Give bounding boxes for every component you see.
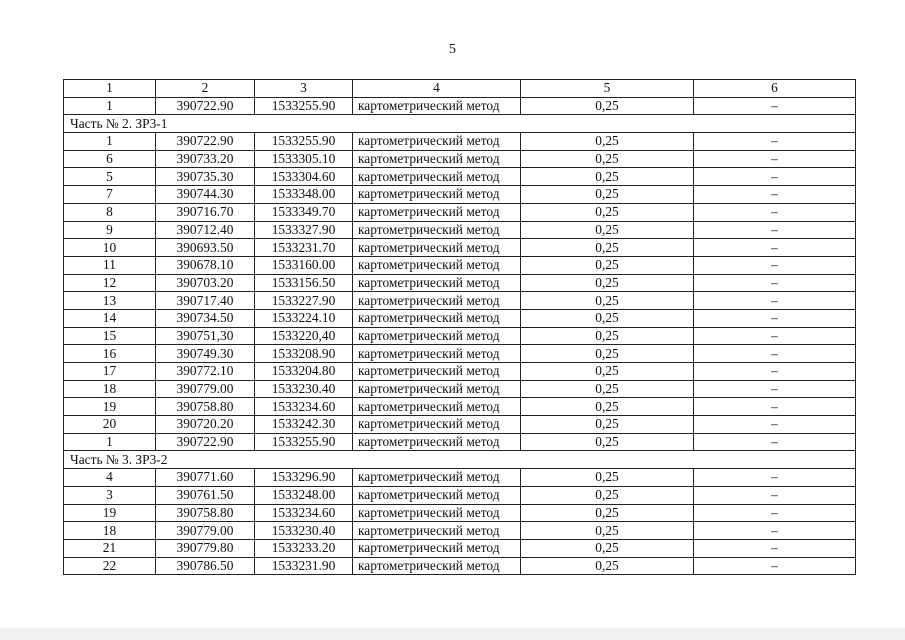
table-row: [64, 309, 856, 327]
note-cell: –: [694, 416, 856, 434]
method-cell: картометрический метод: [353, 345, 521, 363]
method-cell: картометрический метод: [353, 380, 521, 398]
table-row: [64, 469, 856, 487]
note-cell: –: [694, 557, 856, 575]
y-coordinate-cell: 1533327.90: [255, 221, 353, 239]
point-number-cell: 21: [64, 539, 156, 557]
method-cell: картометрический метод: [353, 433, 521, 451]
table-row: [64, 203, 856, 221]
table-body: [64, 80, 856, 575]
column-header: 4: [353, 80, 521, 98]
table-row: [64, 168, 856, 186]
method-cell: картометрический метод: [353, 469, 521, 487]
accuracy-cell: 0,25: [521, 133, 694, 151]
method-cell: картометрический метод: [353, 274, 521, 292]
point-number-cell: 17: [64, 363, 156, 381]
accuracy-cell: 0,25: [521, 150, 694, 168]
y-coordinate-cell: 1533248.00: [255, 486, 353, 504]
point-number-cell: 13: [64, 292, 156, 310]
y-coordinate-cell: 1533156.50: [255, 274, 353, 292]
x-coordinate-cell: 390720.20: [156, 416, 255, 434]
method-cell: картометрический метод: [353, 186, 521, 204]
table-row: [64, 133, 856, 151]
note-cell: –: [694, 398, 856, 416]
accuracy-cell: 0,25: [521, 539, 694, 557]
note-cell: –: [694, 327, 856, 345]
method-cell: картометрический метод: [353, 168, 521, 186]
x-coordinate-cell: 390779.00: [156, 522, 255, 540]
y-coordinate-cell: 1533242.30: [255, 416, 353, 434]
x-coordinate-cell: 390703.20: [156, 274, 255, 292]
method-cell: картометрический метод: [353, 256, 521, 274]
y-coordinate-cell: 1533233.20: [255, 539, 353, 557]
x-coordinate-cell: 390733.20: [156, 150, 255, 168]
x-coordinate-cell: 390722.90: [156, 133, 255, 151]
x-coordinate-cell: 390786.50: [156, 557, 255, 575]
y-coordinate-cell: 1533348.00: [255, 186, 353, 204]
table-row: [64, 504, 856, 522]
note-cell: –: [694, 469, 856, 487]
note-cell: –: [694, 256, 856, 274]
note-cell: –: [694, 203, 856, 221]
x-coordinate-cell: 390779.80: [156, 539, 255, 557]
accuracy-cell: 0,25: [521, 203, 694, 221]
note-cell: –: [694, 292, 856, 310]
y-coordinate-cell: 1533349.70: [255, 203, 353, 221]
method-cell: картометрический метод: [353, 363, 521, 381]
coordinates-table: [63, 79, 856, 575]
method-cell: картометрический метод: [353, 504, 521, 522]
note-cell: –: [694, 522, 856, 540]
method-cell: картометрический метод: [353, 203, 521, 221]
accuracy-cell: 0,25: [521, 221, 694, 239]
column-header: 5: [521, 80, 694, 98]
table-row: [64, 150, 856, 168]
x-coordinate-cell: 390751,30: [156, 327, 255, 345]
y-coordinate-cell: 1533230.40: [255, 380, 353, 398]
accuracy-cell: 0,25: [521, 274, 694, 292]
note-cell: –: [694, 274, 856, 292]
method-cell: картометрический метод: [353, 327, 521, 345]
column-header: 6: [694, 80, 856, 98]
note-cell: –: [694, 433, 856, 451]
x-coordinate-cell: 390772.10: [156, 363, 255, 381]
x-coordinate-cell: 390749.30: [156, 345, 255, 363]
x-coordinate-cell: 390678.10: [156, 256, 255, 274]
x-coordinate-cell: 390716.70: [156, 203, 255, 221]
accuracy-cell: 0,25: [521, 186, 694, 204]
note-cell: –: [694, 504, 856, 522]
x-coordinate-cell: 390734.50: [156, 309, 255, 327]
note-cell: –: [694, 221, 856, 239]
table-row: [64, 416, 856, 434]
accuracy-cell: 0,25: [521, 416, 694, 434]
method-cell: картометрический метод: [353, 522, 521, 540]
y-coordinate-cell: 1533204.80: [255, 363, 353, 381]
point-number-cell: 1: [64, 133, 156, 151]
accuracy-cell: 0,25: [521, 327, 694, 345]
y-coordinate-cell: 1533255.90: [255, 97, 353, 115]
accuracy-cell: 0,25: [521, 433, 694, 451]
accuracy-cell: 0,25: [521, 363, 694, 381]
table-row: [64, 522, 856, 540]
point-number-cell: 7: [64, 186, 156, 204]
table-row: [64, 327, 856, 345]
y-coordinate-cell: 1533220,40: [255, 327, 353, 345]
table-row: [64, 292, 856, 310]
table-row: [64, 256, 856, 274]
point-number-cell: 3: [64, 486, 156, 504]
note-cell: –: [694, 239, 856, 257]
table-row: [64, 345, 856, 363]
x-coordinate-cell: 390722.90: [156, 97, 255, 115]
note-cell: –: [694, 186, 856, 204]
method-cell: картометрический метод: [353, 557, 521, 575]
accuracy-cell: 0,25: [521, 97, 694, 115]
y-coordinate-cell: 1533234.60: [255, 398, 353, 416]
y-coordinate-cell: 1533231.90: [255, 557, 353, 575]
method-cell: картометрический метод: [353, 486, 521, 504]
method-cell: картометрический метод: [353, 239, 521, 257]
x-coordinate-cell: 390779.00: [156, 380, 255, 398]
accuracy-cell: 0,25: [521, 380, 694, 398]
table-row: [64, 380, 856, 398]
point-number-cell: 10: [64, 239, 156, 257]
y-coordinate-cell: 1533208.90: [255, 345, 353, 363]
page-number: 5: [449, 42, 456, 57]
x-coordinate-cell: 390693.50: [156, 239, 255, 257]
y-coordinate-cell: 1533224.10: [255, 309, 353, 327]
accuracy-cell: 0,25: [521, 557, 694, 575]
note-cell: –: [694, 150, 856, 168]
table-row: [64, 486, 856, 504]
table-row: [64, 557, 856, 575]
y-coordinate-cell: 1533305.10: [255, 150, 353, 168]
method-cell: картометрический метод: [353, 309, 521, 327]
method-cell: картометрический метод: [353, 416, 521, 434]
accuracy-cell: 0,25: [521, 522, 694, 540]
note-cell: –: [694, 168, 856, 186]
accuracy-cell: 0,25: [521, 504, 694, 522]
point-number-cell: 6: [64, 150, 156, 168]
table-row: [64, 221, 856, 239]
point-number-cell: 1: [64, 433, 156, 451]
table-row: [64, 239, 856, 257]
point-number-cell: 19: [64, 504, 156, 522]
x-coordinate-cell: 390717.40: [156, 292, 255, 310]
y-coordinate-cell: 1533227.90: [255, 292, 353, 310]
point-number-cell: 5: [64, 168, 156, 186]
method-cell: картометрический метод: [353, 539, 521, 557]
column-header: 1: [64, 80, 156, 98]
note-cell: –: [694, 133, 856, 151]
accuracy-cell: 0,25: [521, 309, 694, 327]
table-row: [64, 398, 856, 416]
section-row: [64, 451, 856, 469]
point-number-cell: 20: [64, 416, 156, 434]
point-number-cell: 19: [64, 398, 156, 416]
point-number-cell: 22: [64, 557, 156, 575]
accuracy-cell: 0,25: [521, 469, 694, 487]
table-row: [64, 274, 856, 292]
x-coordinate-cell: 390761.50: [156, 486, 255, 504]
note-cell: –: [694, 539, 856, 557]
y-coordinate-cell: 1533304.60: [255, 168, 353, 186]
method-cell: картометрический метод: [353, 97, 521, 115]
point-number-cell: 1: [64, 97, 156, 115]
x-coordinate-cell: 390744.30: [156, 186, 255, 204]
point-number-cell: 11: [64, 256, 156, 274]
point-number-cell: 18: [64, 522, 156, 540]
point-number-cell: 15: [64, 327, 156, 345]
method-cell: картометрический метод: [353, 133, 521, 151]
y-coordinate-cell: 1533296.90: [255, 469, 353, 487]
table-row: [64, 539, 856, 557]
accuracy-cell: 0,25: [521, 398, 694, 416]
point-number-cell: 9: [64, 221, 156, 239]
point-number-cell: 18: [64, 380, 156, 398]
y-coordinate-cell: 1533160.00: [255, 256, 353, 274]
note-cell: –: [694, 309, 856, 327]
note-cell: –: [694, 380, 856, 398]
note-cell: –: [694, 345, 856, 363]
point-number-cell: 12: [64, 274, 156, 292]
y-coordinate-cell: 1533255.90: [255, 433, 353, 451]
table-row: [64, 97, 856, 115]
column-header: 2: [156, 80, 255, 98]
column-header: 3: [255, 80, 353, 98]
section-label: Часть № 2. ЗР3-1: [64, 115, 856, 133]
method-cell: картометрический метод: [353, 398, 521, 416]
x-coordinate-cell: 390735.30: [156, 168, 255, 186]
table-row: [64, 363, 856, 381]
accuracy-cell: 0,25: [521, 345, 694, 363]
table-row: [64, 186, 856, 204]
x-coordinate-cell: 390771.60: [156, 469, 255, 487]
x-coordinate-cell: 390722.90: [156, 433, 255, 451]
accuracy-cell: 0,25: [521, 292, 694, 310]
point-number-cell: 4: [64, 469, 156, 487]
bottom-edge: [0, 628, 905, 640]
y-coordinate-cell: 1533234.60: [255, 504, 353, 522]
section-label: Часть № 3. ЗР3-2: [64, 451, 856, 469]
x-coordinate-cell: 390712.40: [156, 221, 255, 239]
method-cell: картометрический метод: [353, 150, 521, 168]
y-coordinate-cell: 1533230.40: [255, 522, 353, 540]
header-row: [64, 80, 856, 98]
note-cell: –: [694, 97, 856, 115]
point-number-cell: 16: [64, 345, 156, 363]
note-cell: –: [694, 363, 856, 381]
point-number-cell: 8: [64, 203, 156, 221]
y-coordinate-cell: 1533255.90: [255, 133, 353, 151]
accuracy-cell: 0,25: [521, 256, 694, 274]
method-cell: картометрический метод: [353, 292, 521, 310]
accuracy-cell: 0,25: [521, 239, 694, 257]
accuracy-cell: 0,25: [521, 168, 694, 186]
accuracy-cell: 0,25: [521, 486, 694, 504]
x-coordinate-cell: 390758.80: [156, 504, 255, 522]
point-number-cell: 14: [64, 309, 156, 327]
y-coordinate-cell: 1533231.70: [255, 239, 353, 257]
x-coordinate-cell: 390758.80: [156, 398, 255, 416]
note-cell: –: [694, 486, 856, 504]
section-row: [64, 115, 856, 133]
method-cell: картометрический метод: [353, 221, 521, 239]
table-row: [64, 433, 856, 451]
